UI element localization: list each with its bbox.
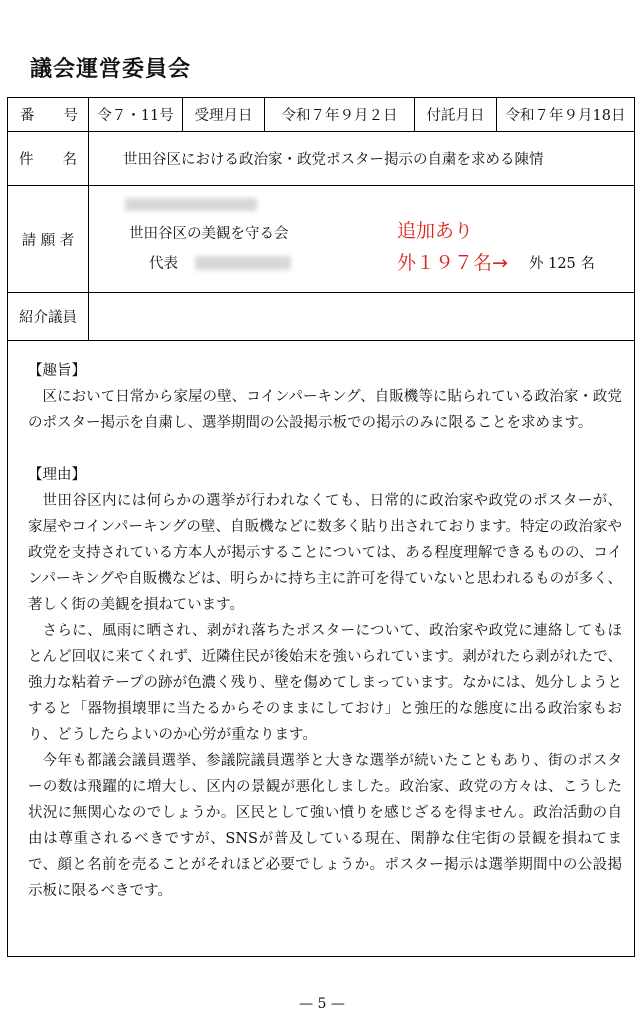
header-row [8,98,634,132]
redacted-representative-name [195,256,291,270]
purpose-text: 区において日常から家屋の壁、コインパーキング、自販機等に貼られている政治家・政党のポスター掲示を自粛し、選挙期間の公設掲示板での掲示のみに限ることを求めます。 [28,389,622,431]
printed-count: 外 125 名 [529,256,595,272]
redacted-address [125,198,257,211]
page-title: 議会運営委員会 [30,57,192,82]
representative-label: 代表 [149,256,178,272]
referred-date-value: 令和７年９月18日 [496,98,634,131]
purpose-heading: 【趣旨】 [28,363,86,379]
subject-label: 件 名 [19,152,77,168]
introducer-label: 紹介議員 [19,310,77,326]
introducer-row [8,293,634,341]
reason-paragraph: さらに、風雨に晒され、剥がれ落ちたポスターについて、政治家や政党に連絡してもほとんど回収に来てくれず、近隣住民が後始末を強いられています。剥がれたら剥がれたで、強力な粘着テープの跡が色濃く残り、壁を傷めてしまっています。なかには、処分しようとすると「器物損壊罪に当たるからそのままにしておけ」と強圧的な態度に出る政治家もおり、どうしたらよいのか心労が重なります。 [28,623,622,743]
reason-heading: 【理由】 [28,467,86,483]
received-date-value: 令和７年９月２日 [264,98,414,131]
section-spacer [28,436,622,462]
reason-paragraph: 今年も都議会議員選挙、参議院議員選挙と大きな選挙が続いたこともあり、街のポスターの数は飛躍的に増大し、区内の景観が悪化しました。政治家、政党の方々は、こうした状況に無関心なのでしょうか。区民として強い憤りを感じざるを得ません。政治活動の自由は尊重されるべきですが、SNSが普及している現在、閑静な住宅街の景観を損ねてまで、顔と名前を売ることがそれほど必要でしょうか。ポスター掲示は選挙期間中の公設掲示板に限るべきです。 [28,753,622,899]
handwritten-note-added: 追加あり [397,220,474,242]
received-date-label: 受理月日 [182,98,264,131]
number-label-text: 番 号 [20,108,78,124]
petition-body [8,346,634,904]
referred-date-label: 付託月日 [414,98,496,131]
petitioner-details [88,186,634,292]
petition-form [7,97,635,957]
petitioner-label: 請 願 者 [21,232,75,249]
number-value: 令７・11号 [88,98,182,131]
number-label [8,98,88,131]
introducer-value [88,293,634,340]
page-number: — 5 — [299,996,345,1012]
subject-row [8,132,634,186]
petitioner-organization: 世田谷区の美観を守る会 [129,226,289,242]
handwritten-note-count: 外１９７名→ [397,252,508,274]
subject-value: 世田谷区における政治家・政党ポスター掲示の自粛を求める陳情 [88,132,634,185]
reason-paragraph: 世田谷区内には何らかの選挙が行われなくても、日常的に政治家や政党のポスターが、家屋やコインパーキングの壁、自販機などに数多く貼り出されております。特定の政治家や政党を支持されている方本人が掲示することについては、ある程度理解できるものの、コインパーキングや自販機などは、明らかに持ち主に許可を得ていないと思われるものが多く、著しく街の美観を損ねています。 [28,493,622,613]
petitioner-row [8,186,634,293]
